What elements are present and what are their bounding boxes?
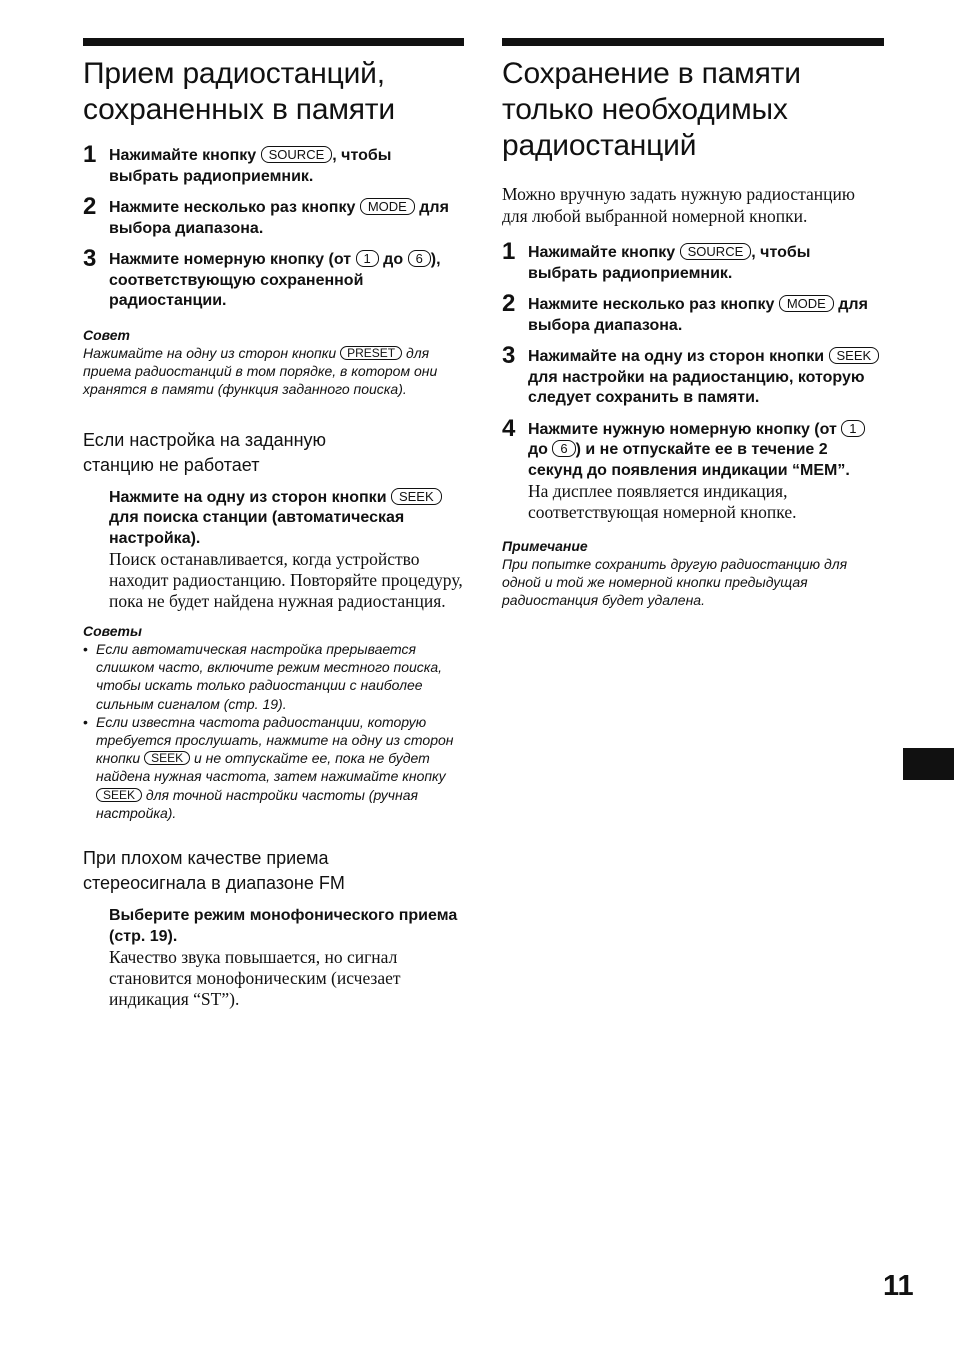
right-step-1: 1 Нажимайте кнопку SOURCE , чтобы выбрать радиоприемник. [502,238,811,282]
preset-button-label: PRESET [340,346,402,360]
left-step-2: 2 Нажмите несколько раз кнопку MODE для выбора диапазона. [83,193,449,237]
left-column [83,38,464,1010]
seek-button-label: SEEK [391,488,442,505]
auto-tuning-description: Поиск останавливается, когда устройство находит радиостанцию. Повторяйте процедуру, пока не будет найдена нужная радиостанция. [109,549,463,611]
preset-1-button-label: 1 [356,250,379,267]
left-tips [83,622,464,822]
left-section-title: Прием радиостанций, сохраненных в памяти [83,57,395,126]
tip-item: • Если автоматическая настройка прерывается слишком часто, включите режим местного поиска, чтобы искать только радиостанции с наиболее сильным сигналом (стр. 19). [83,640,464,713]
left-tip [83,326,464,398]
source-button-label: SOURCE [680,243,752,260]
tip-text: Нажимайте на одну из сторон кнопки PRESET для приема радиостанций в том порядке, в котором они хранятся в памяти (функция заданного поиска). [83,344,438,397]
mode-button-label: MODE [360,198,415,215]
subsection-heading-auto-tuning: Если настройка на заданную станцию не работает [83,429,327,475]
step-number: 3 [502,342,516,369]
tips-title: Советы [83,623,142,639]
right-step-2: 2 Нажмите несколько раз кнопку MODE для выбора диапазона. [502,290,868,334]
step-number: 1 [502,238,516,265]
step-4-description: На дисплее появляется индикация, соответствующая номерной кнопке. [528,481,797,522]
left-step-3: 3 Нажмите номерную кнопку (от 1 до 6 ), соответствующую сохраненной радиостанции. [83,245,441,309]
mode-button-label: MODE [779,295,834,312]
preset-6-button-label: 6 [552,440,575,457]
note-title: Примечание [502,538,588,554]
preset-6-button-label: 6 [408,250,431,267]
seek-button-label: SEEK [144,751,190,765]
tip-item: • Если известна частота радиостанции, которую требуется прослушать, нажмите на одну из сторон кнопки SEEK и не отпускайте ее, пока не будет найдена нужная частота, затем нажимайте кнопку SEEK для точной настройки частоты (ручная настройка). [83,713,464,822]
right-column [502,38,884,609]
chapter-tab-marker [903,748,954,780]
section-rule [83,38,464,46]
subsection-heading-fm-stereo: При плохом качестве приема стереосигнала в диапазоне FM [83,848,345,894]
tips-list [83,640,464,822]
source-button-label: SOURCE [261,146,333,163]
page-number: 11 [883,1270,914,1302]
right-intro: Можно вручную задать нужную радиостанцию для любой выбранной номерной кнопки. [502,184,855,226]
step-number: 1 [83,141,97,168]
right-step-4: 4 Нажмите нужную номерную кнопку (от 1 до 6 ) и не отпускайте ее в течение 2 секунд до появления индикации “MEM”. На дисплее появляется индикация, соответствующая номерной кнопке. [502,420,884,524]
section-rule [502,38,884,46]
right-step-3: 3 Нажимайте на одну из сторон кнопки SEEK для настройки на радиостанцию, которую следует сохранить в памяти. [502,347,884,409]
step-number: 4 [502,414,516,442]
seek-button-label: SEEK [829,347,880,364]
right-section-title: Сохранение в памяти только необходимых радиостанций [502,57,801,162]
note-text: При попытке сохранить другую радиостанцию для одной и той же номерной кнопки предыдущая радиостанция будет удалена. [502,556,848,608]
auto-tuning-instruction: Нажмите на одну из сторон кнопки SEEK для поиска станции (автоматическая настройка). Поиск останавливается, когда устройство находит радиостанцию. Повторяйте процедуру, пока не будет найдена нужная радиостанция. [109,488,463,611]
left-step-1: 1 Нажимайте кнопку SOURCE , чтобы выбрать радиоприемник. [83,141,392,185]
right-note [502,537,884,609]
step-number: 2 [83,193,97,220]
tip-title: Совет [83,326,131,343]
step-number: 3 [83,245,97,272]
fm-mono-description: Качество звука повышается, но сигнал становится монофоническим (исчезает индикация “ST”). [109,947,401,1010]
preset-1-button-label: 1 [841,420,864,437]
seek-button-label: SEEK [96,788,142,802]
fm-mono-instruction: Выберите режим монофонического приема (стр. 19). Качество звука повышается, но сигнал становится монофоническим (исчезает индикация “ST”). [83,906,464,1010]
step-number: 2 [502,290,516,317]
